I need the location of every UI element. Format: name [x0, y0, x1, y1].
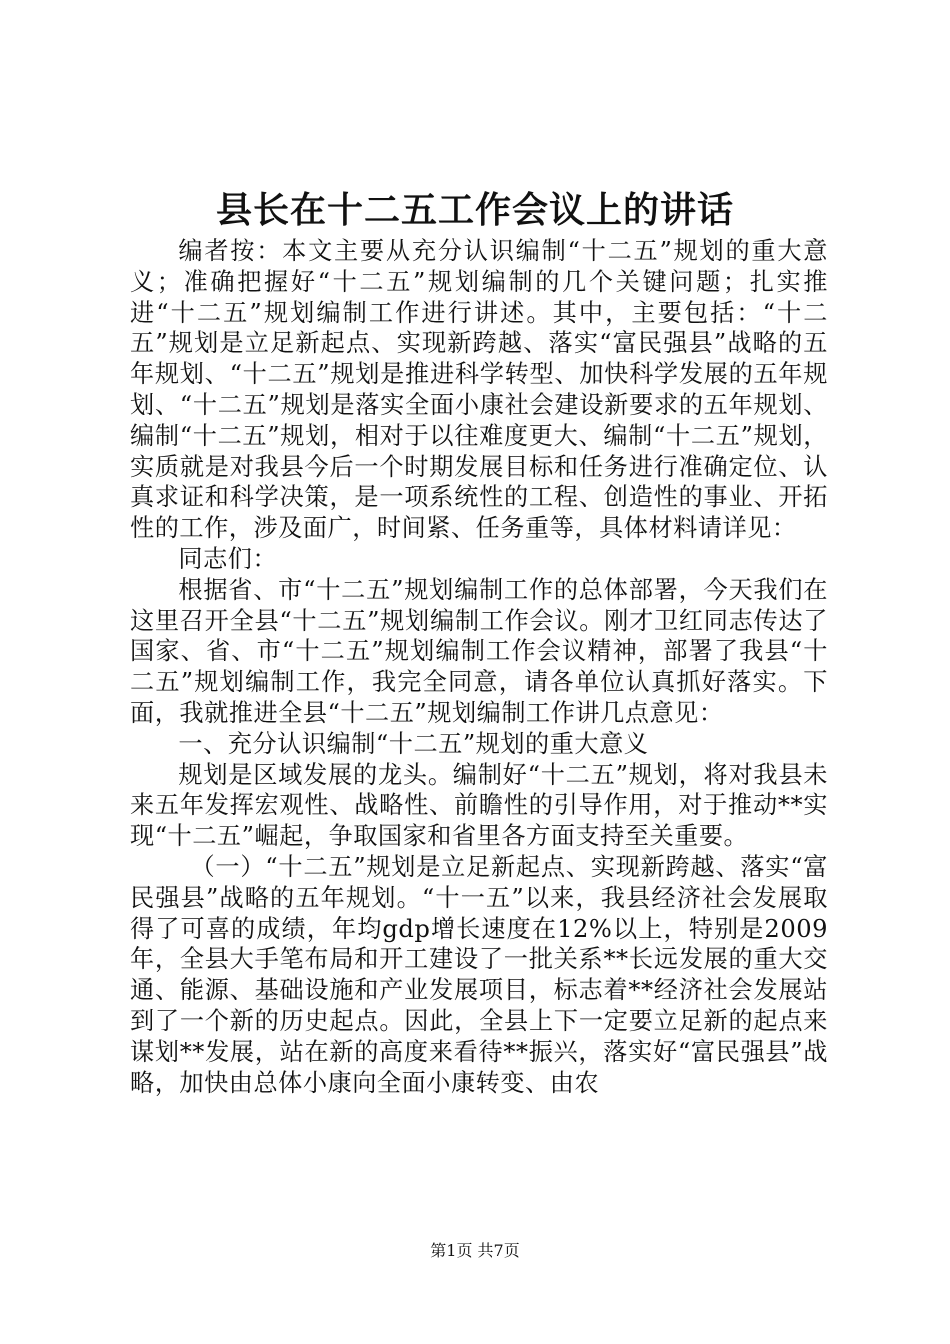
section-1-intro-paragraph: 规划是区域发展的龙头。编制好“十二五”规划，将对我县未来五年发挥宏观性、战略性、前瞻性的引导作用，对于推动**实现“十二五”崛起，争取国家和省里各方面支持至关重要。 [130, 760, 828, 851]
subsection-1-paragraph: （一）“十二五”规划是立足新起点、实现新跨越、落实“富民强县”战略的五年规划。“十一五”以来，我县经济社会发展取得了可喜的成绩，年均gdp增长速度在12%以上，特别是2009年，全县大手笔布局和开工建设了一批关系**长远发展的重大交通、能源、基础设施和产业发展项目，标志着**经济社会发展站到了一个新的历史起点。因此，全县上下一定要立足新的起点来谋划**发展，站在新的高度来看待**振兴，落实好“富民强县”战略，加快由总体小康向全面小康转变、由农 [130, 852, 828, 1097]
salutation-paragraph: 同志们： [178, 544, 278, 573]
section-heading-1: 一、充分认识编制“十二五”规划的重大意义 [178, 729, 649, 758]
opening-paragraph: 根据省、市“十二五”规划编制工作的总体部署，今天我们在这里召开全县“十二五”规划编制工作会议。刚才卫红同志传达了国家、省、市“十二五”规划编制工作会议精神，部署了我县“十二五”规划编制工作，我完全同意，请各单位认真抓好落实。下面，我就推进全县“十二五”规划编制工作讲几点意见： [130, 575, 828, 727]
document-body [130, 236, 828, 1098]
document-title: 县长在十二五工作会议上的讲话 [215, 189, 734, 231]
page-footer: 第1页 共7页 [430, 1241, 520, 1260]
editor-note-paragraph: 编者按：本文主要从充分认识编制“十二五”规划的重大意义；准确把握好“十二五”规划编制的几个关键问题；扎实推进“十二五”规划编制工作进行讲述。其中，主要包括：“十二五”规划是立足新起点、实现新跨越、落实“富民强县”战略的五年规划、“十二五”规划是推进科学转型、加快科学发展的五年规划、“十二五”规划是落实全面小康社会建设新要求的五年规划、编制“十二五”规划，相对于以往难度更大、编制“十二五”规划，实质就是对我县今后一个时期发展目标和任务进行准确定位、认真求证和科学决策，是一项系统性的工程、创造性的事业、开拓性的工作，涉及面广，时间紧、任务重等，具体材料请详见： [130, 237, 828, 543]
